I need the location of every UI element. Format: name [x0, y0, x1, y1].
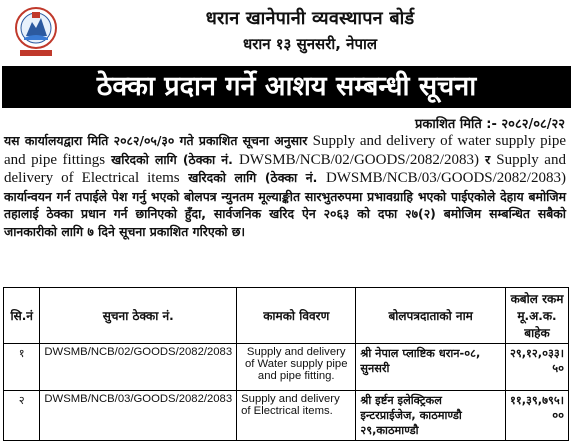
body-item-2: Supply and delivery of Electrical items	[4, 151, 566, 186]
table-row	[4, 391, 569, 441]
body-contract-label-2: खरिदको लागि (ठेक्का नं.	[188, 170, 318, 185]
row-sn: १	[4, 344, 40, 391]
body-contract-label-1: खरिदको लागि (ठेक्का नं.	[111, 151, 233, 167]
header-sn: सि.नं	[4, 288, 40, 344]
row-notice: DWSMB/NCB/02/GOODS/2082/2083	[40, 344, 237, 391]
body-contract-no-1: DWSMB/NCB/02/GOODS/2082/2083)	[238, 151, 479, 168]
row-work: Supply and delivery of Electrical items.	[237, 391, 356, 441]
published-date	[415, 114, 565, 132]
organization-name: धरान खानेपानी व्यवस्थापन बोर्ड	[205, 8, 415, 29]
row-bidder: श्री नेपाल प्लाष्टिक धरान-०८, सुनसरी	[356, 344, 506, 391]
published-date-label: प्रकाशित मिति :-	[414, 117, 497, 132]
table-row	[4, 344, 569, 391]
header-amount: कबोल रकम मू.अ.क. बाहेक	[506, 288, 569, 344]
notice-body	[4, 132, 566, 240]
body-and: र	[485, 151, 491, 167]
published-date-value: २०८२/०८/२२	[501, 117, 565, 132]
award-table	[3, 287, 569, 441]
header-work: कामको विवरण	[237, 288, 356, 344]
row-notice: DWSMB/NCB/03/GOODS/2082/2083	[40, 391, 237, 441]
notice-title-banner: ठेक्का प्रदान गर्ने आशय सम्बन्धी सूचना	[2, 66, 571, 108]
row-amount: २९,१२,०३३।५०	[506, 344, 569, 391]
body-intro: यस कार्यालयद्वारा मिति २०८२/०५/३० गते प्रकाशित सूचना अनुसार	[4, 133, 308, 148]
organization-address: धरान १३ सुनसरी, नेपाल	[242, 35, 378, 53]
body-contract-no-2: DWSMB/NCB/03/GOODS/2082/2083)	[325, 170, 566, 186]
body-item-1: Supply and delivery of water supply pipe and pipe fittings	[4, 133, 566, 168]
table-header-row	[4, 288, 569, 344]
board-logo-icon	[14, 4, 58, 60]
header-bidder: बोलपत्रदाताको नाम	[356, 288, 506, 344]
body-conclusion: कार्यान्वयन गर्न तपाईले पेश गर्नु भएको बोलपत्र न्युनतम मूल्याङ्कीत सारभुतरुपमा प्रभावग्राहि भएको पाईएकोले देहाय बमोजिम तहालाई ठेक्का प्रधान गर्न छानिएको हुँदा, सार्वजनिक खरिद ऐन २०६३ को दफा २७(२) बमोजिम सम्बन्धित सबैको जानकारीको लागि ७ दिने सूचना प्रकाशित गरिएको छ।	[4, 188, 566, 239]
row-sn: २	[4, 391, 40, 441]
row-work: Supply and delivery of Water supply pipe and pipe fitting.	[237, 344, 356, 391]
row-bidder: श्री इर्ष्टन इलेक्ट्रिकल इन्टरप्राईजेज, काठमाण्डौ २९,काठमाण्डौ	[356, 391, 506, 441]
header-notice: सुचना ठेक्का नं.	[40, 288, 237, 344]
row-amount: ११,३९,७९५।००	[506, 391, 569, 441]
